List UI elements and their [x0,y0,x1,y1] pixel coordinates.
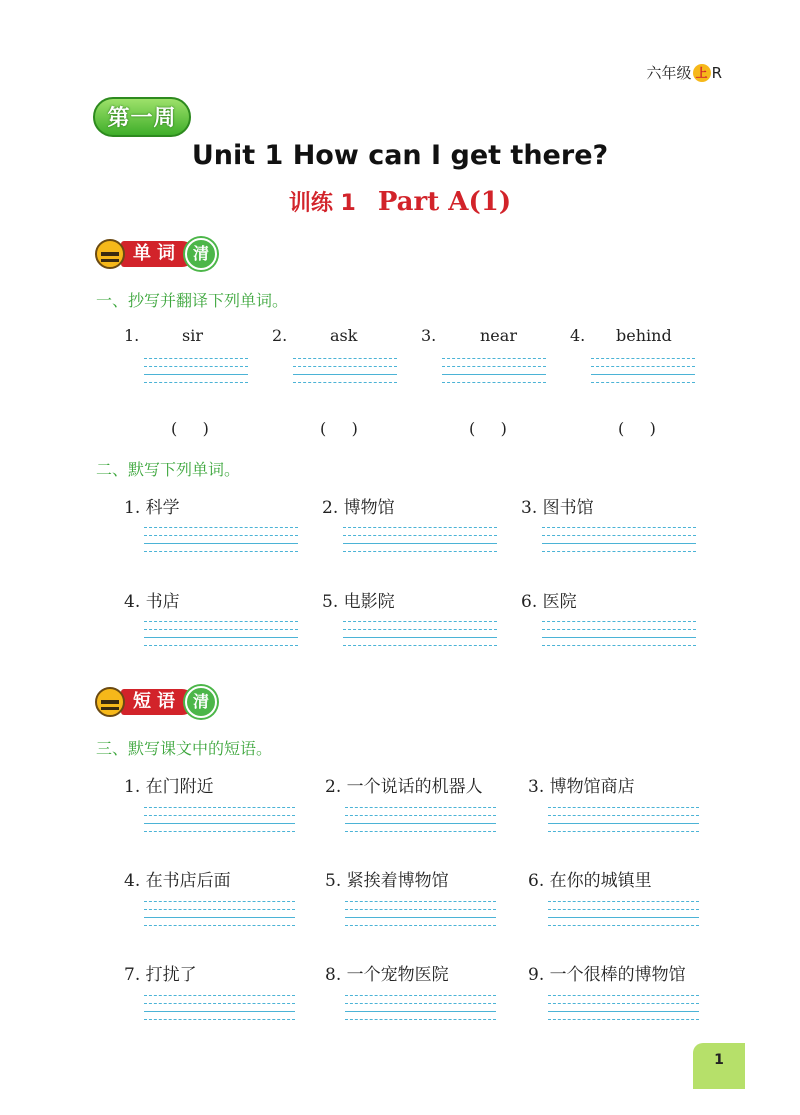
dictation-item: 3. 图书馆 [521,498,594,518]
training-subtitle [0,186,800,217]
grade-suffix: R [711,63,722,82]
phrase-item: 1. 在门附近 [124,777,214,797]
writing-lines[interactable] [343,527,497,559]
phrase-item: 7. 打扰了 [124,965,197,985]
translation-blank[interactable]: ( ) [469,419,507,438]
writing-lines[interactable] [144,621,298,653]
writing-lines[interactable] [345,995,496,1027]
phrase-item: 9. 一个很棒的博物馆 [528,965,686,985]
dictation-item: 1. 科学 [124,498,180,518]
phrase-item: 3. 博物馆商店 [528,777,635,797]
dictation-item: 2. 博物馆 [322,498,395,518]
writing-lines[interactable] [345,901,496,933]
vocab-word: behind [616,326,672,345]
bee-icon [95,239,125,269]
writing-lines[interactable] [442,358,546,390]
item-number: 2. [272,326,288,345]
vocab-word: near [480,326,517,345]
writing-lines[interactable] [144,527,298,559]
section-badge-label: 单词 [121,241,195,267]
page-title: Unit 1 How can I get there? [191,140,609,171]
translation-blank[interactable]: ( ) [320,419,358,438]
writing-lines[interactable] [548,995,699,1027]
writing-lines[interactable] [144,995,295,1027]
writing-lines[interactable] [542,621,696,653]
dictation-item: 5. 电影院 [322,592,395,612]
dictation-item: 6. 医院 [521,592,577,612]
writing-lines[interactable] [144,901,295,933]
phrase-section-badge [95,684,217,720]
week-badge: 第一周 [93,97,191,137]
writing-lines[interactable] [293,358,397,390]
translation-blank[interactable]: ( ) [618,419,656,438]
writing-lines[interactable] [343,621,497,653]
writing-lines[interactable] [345,807,496,839]
page-number: 1 [693,1043,745,1089]
bee-icon [95,687,125,717]
term-badge: 上 [693,64,711,82]
writing-lines[interactable] [144,358,248,390]
vocab-word: sir [182,326,203,345]
translation-blank[interactable]: ( ) [171,419,209,438]
writing-lines[interactable] [548,807,699,839]
dictation-item: 4. 书店 [124,592,180,612]
grade-prefix: 六年级 [646,64,692,82]
section-instruction: 一、抄写并翻译下列单词。 [96,291,289,310]
phrase-item: 4. 在书店后面 [124,871,231,891]
phrase-item: 8. 一个宠物医院 [325,965,449,985]
grade-label [647,62,722,83]
part-label: Part A(1) [377,187,512,217]
phrase-item: 5. 紧挨着博物馆 [325,871,449,891]
item-number: 3. [421,326,437,345]
section-badge-label: 短语 [121,689,195,715]
training-label: 训练 1 [288,191,356,216]
writing-lines[interactable] [542,527,696,559]
section-badge-mark: 清 [185,686,217,718]
item-number: 4. [570,326,586,345]
item-number: 1. [124,326,140,345]
phrase-item: 2. 一个说话的机器人 [325,777,483,797]
section-instruction: 三、默写课文中的短语。 [96,739,273,758]
section-instruction: 二、默写下列单词。 [96,460,241,479]
section-badge-mark: 清 [185,238,217,270]
vocab-word: ask [330,326,358,345]
writing-lines[interactable] [144,807,295,839]
word-section-badge [95,236,217,272]
writing-lines[interactable] [548,901,699,933]
phrase-item: 6. 在你的城镇里 [528,871,652,891]
writing-lines[interactable] [591,358,695,390]
